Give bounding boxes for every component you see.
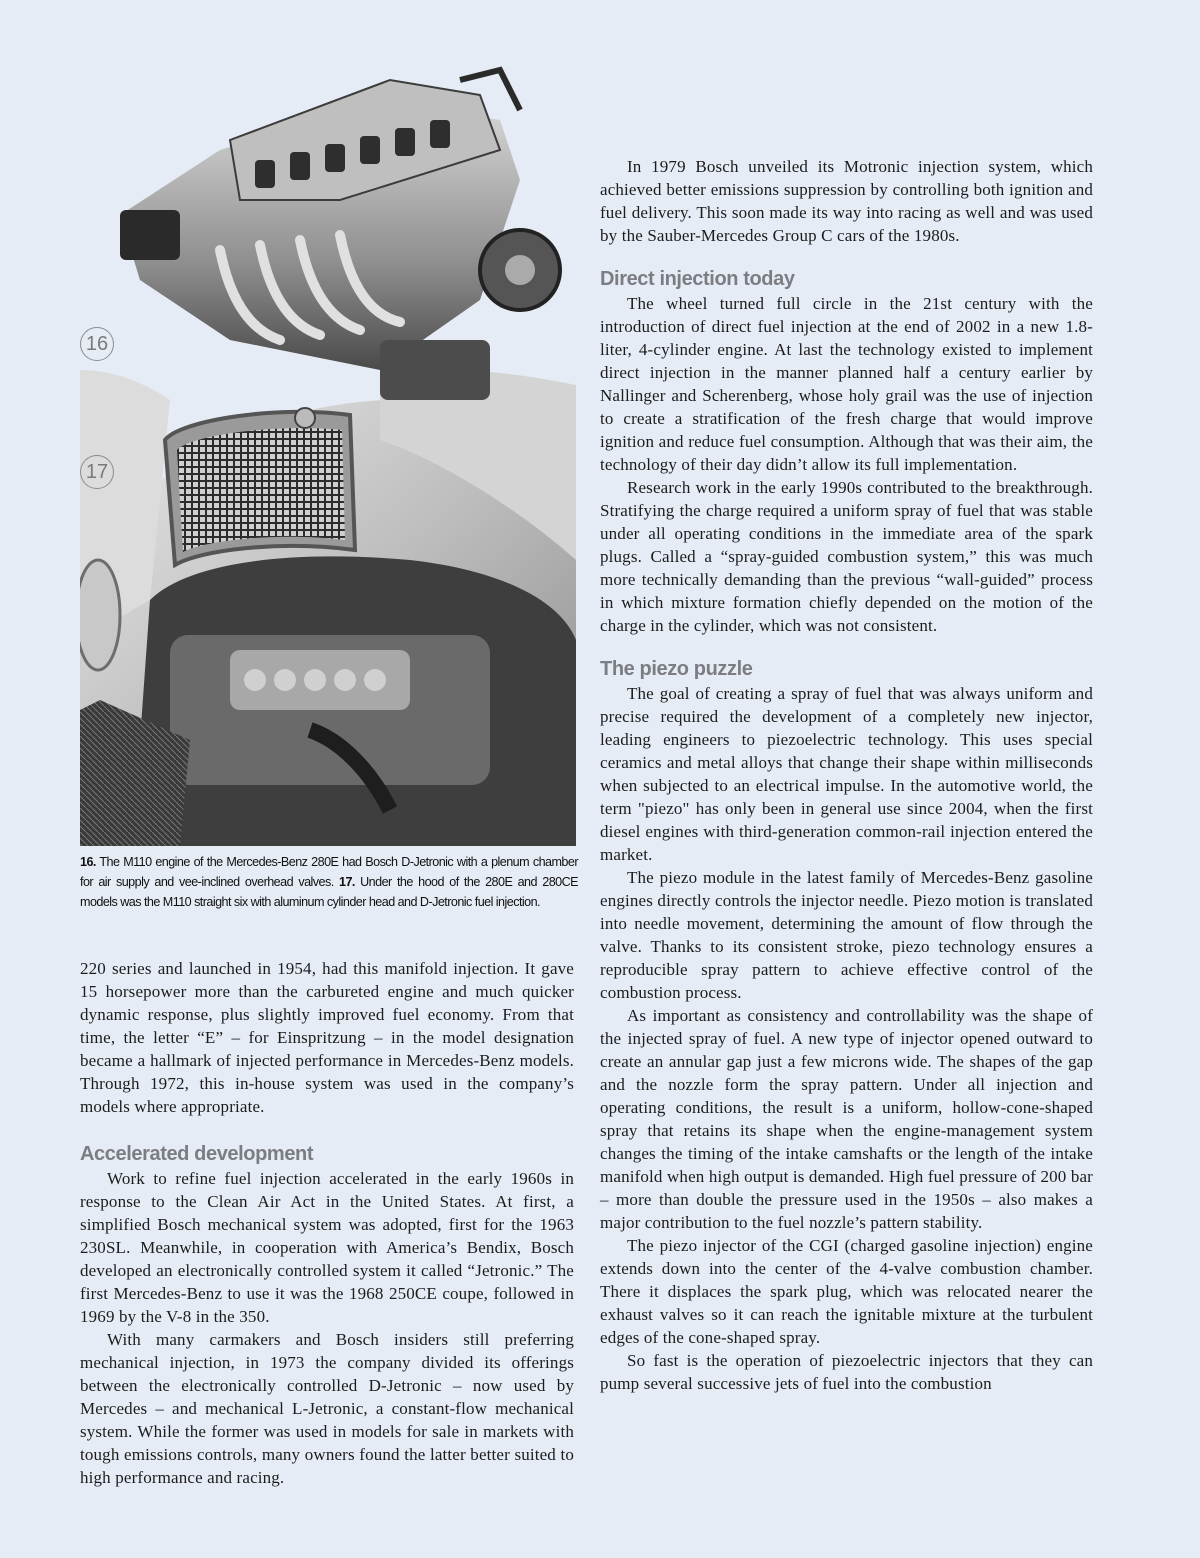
paragraph: The goal of creating a spray of fuel that was always uniform and precise required the development of a completely new injector, leading engineers to piezoelectric technology. This uses special ceramics and metal alloys that change their shape within milliseconds when subjected to an electrical impulse. In the automotive world, the term "piezo" has only been in general use since 2004, when the first diesel engines with third-generation common-rail injection entered the market. [600, 684, 1093, 864]
paragraph: The piezo module in the latest family of Mercedes-Benz gasoline engines directly controls the injector needle. Piezo motion is translated into needle movement, determining the amount of flow through the valve. Thanks to its consistent stroke, piezo technology ensures a reproducible spray pattern to achieve effective control of the combustion process. [600, 868, 1093, 1002]
paragraph: As important as consistency and controllability was the shape of the injected spray of fuel. A new type of injector opened outward to create an annular gap just a few microns wide. The shapes of the gap and the nozzle form the spray pattern. Under all injection and operating conditions, the result is a uniform, hollow-cone-shaped spray that retains its shape when the engine-management system changes the timing of the intake camshafts or the length of the intake manifold when high output is demanded. High fuel pressure of 200 bar – more than double the pressure used in the 1950s – also makes a major contribution to the fuel nozzle’s pattern stability. [600, 1006, 1093, 1232]
engine-photo-montage [80, 40, 576, 846]
paragraph: The piezo injector of the CGI (charged gasoline injection) engine extends down into the center of the 4-valve combustion chamber. There it displaces the spark plug, which was relocated nearer the exhaust valves so it can reach the ignitable mixture at the turbulent edges of the cone-shaped spray. [600, 1236, 1093, 1347]
engine-illustration [120, 70, 560, 400]
figure-caption [80, 852, 578, 912]
heading-the-piezo-puzzle: The piezo puzzle [600, 658, 753, 680]
paragraph: The wheel turned full circle in the 21st century with the introduction of direct fuel injection at the end of 2002 in a new 1.8-liter, 4-cylinder engine. At last the technology existed to implement direct injection in the manner planned half a century earlier by Nallinger and Scherenberg, whose holy grail was the use of injection to create a stratification of the fresh charge that would improve ignition and reduce fuel consumption. Although that was their aim, the technology of their day didn’t allow its full implementation. [600, 294, 1093, 474]
caption-17-text: Under the hood of the 280E and 280CE models was the M110 straight six with aluminum cylinder head and D-Jetronic fuel injection. [80, 875, 578, 909]
paragraph: With many carmakers and Bosch insiders still preferring mechanical injection, in 1973 the company divided its offerings between the electronically controlled D-Jetronic – now used by Mercedes – and mechanical L-Jetronic, a constant-flow mechanical system. While the former was used in models for sale in markets with tough emissions controls, many owners found the latter better suited to high performance and racing. [80, 1330, 574, 1487]
paragraph: Research work in the early 1990s contributed to the breakthrough. Stratifying the charge required a uniform spray of fuel that was stable under all operating conditions in the immediate area of the spark plugs. Called a “spray-guided combustion system,” this was much more technically demanding than the previous “wall-guided” process in which mixture formation chiefly depended on the motion of the charge in the cylinder, which was not consistent. [600, 478, 1093, 635]
left-text-column [80, 957, 574, 1489]
paragraph: In 1979 Bosch unveiled its Motronic injection system, which achieved better emissions suppression by controlling both ignition and fuel delivery. This soon made its way into racing as well and was used by the Sauber-Mercedes Group C cars of the 1980s. [600, 157, 1093, 245]
caption-16-number: 16. [80, 855, 96, 869]
heading-direct-injection-today: Direct injection today [600, 268, 795, 290]
paragraph: So fast is the operation of piezoelectric injectors that they can pump several successive jets of fuel into the combustion [600, 1351, 1093, 1393]
caption-17-number: 17. [338, 875, 355, 889]
paragraph: 220 series and launched in 1954, had this manifold injection. It gave 15 horsepower more than the carbureted engine and much quicker dynamic response, plus slightly improved fuel economy. From that time, the letter “E” – for Einspritzung – in the model designation became a hallmark of injected performance in Mercedes-Benz models. Through 1972, this in-house system was used in the company’s models where appropriate. [80, 959, 574, 1116]
paragraph: Work to refine fuel injection accelerated in the early 1960s in response to the Clean Air Act in the United States. At first, a simplified Bosch mechanical system was adopted, first for the 1963 230SL. Meanwhile, in cooperation with America’s Bendix, Bosch developed an electronically controlled system it called “Jetronic.” The first Mercedes-Benz to use it was the 1968 250CE coupe, followed in 1969 by the V-8 in the 350. [80, 1169, 574, 1326]
engine-and-car-photo [80, 40, 576, 846]
figure-number-17: 17 [80, 455, 114, 489]
figure-number-16: 16 [80, 327, 114, 361]
heading-accelerated-development: Accelerated development [80, 1143, 314, 1165]
caption-16-text: The M110 engine of the Mercedes-Benz 280E had Bosch D-Jetronic with a plenum chamber for air supply and vee-inclined overhead valves. [80, 855, 578, 889]
right-text-column [600, 155, 1093, 1395]
